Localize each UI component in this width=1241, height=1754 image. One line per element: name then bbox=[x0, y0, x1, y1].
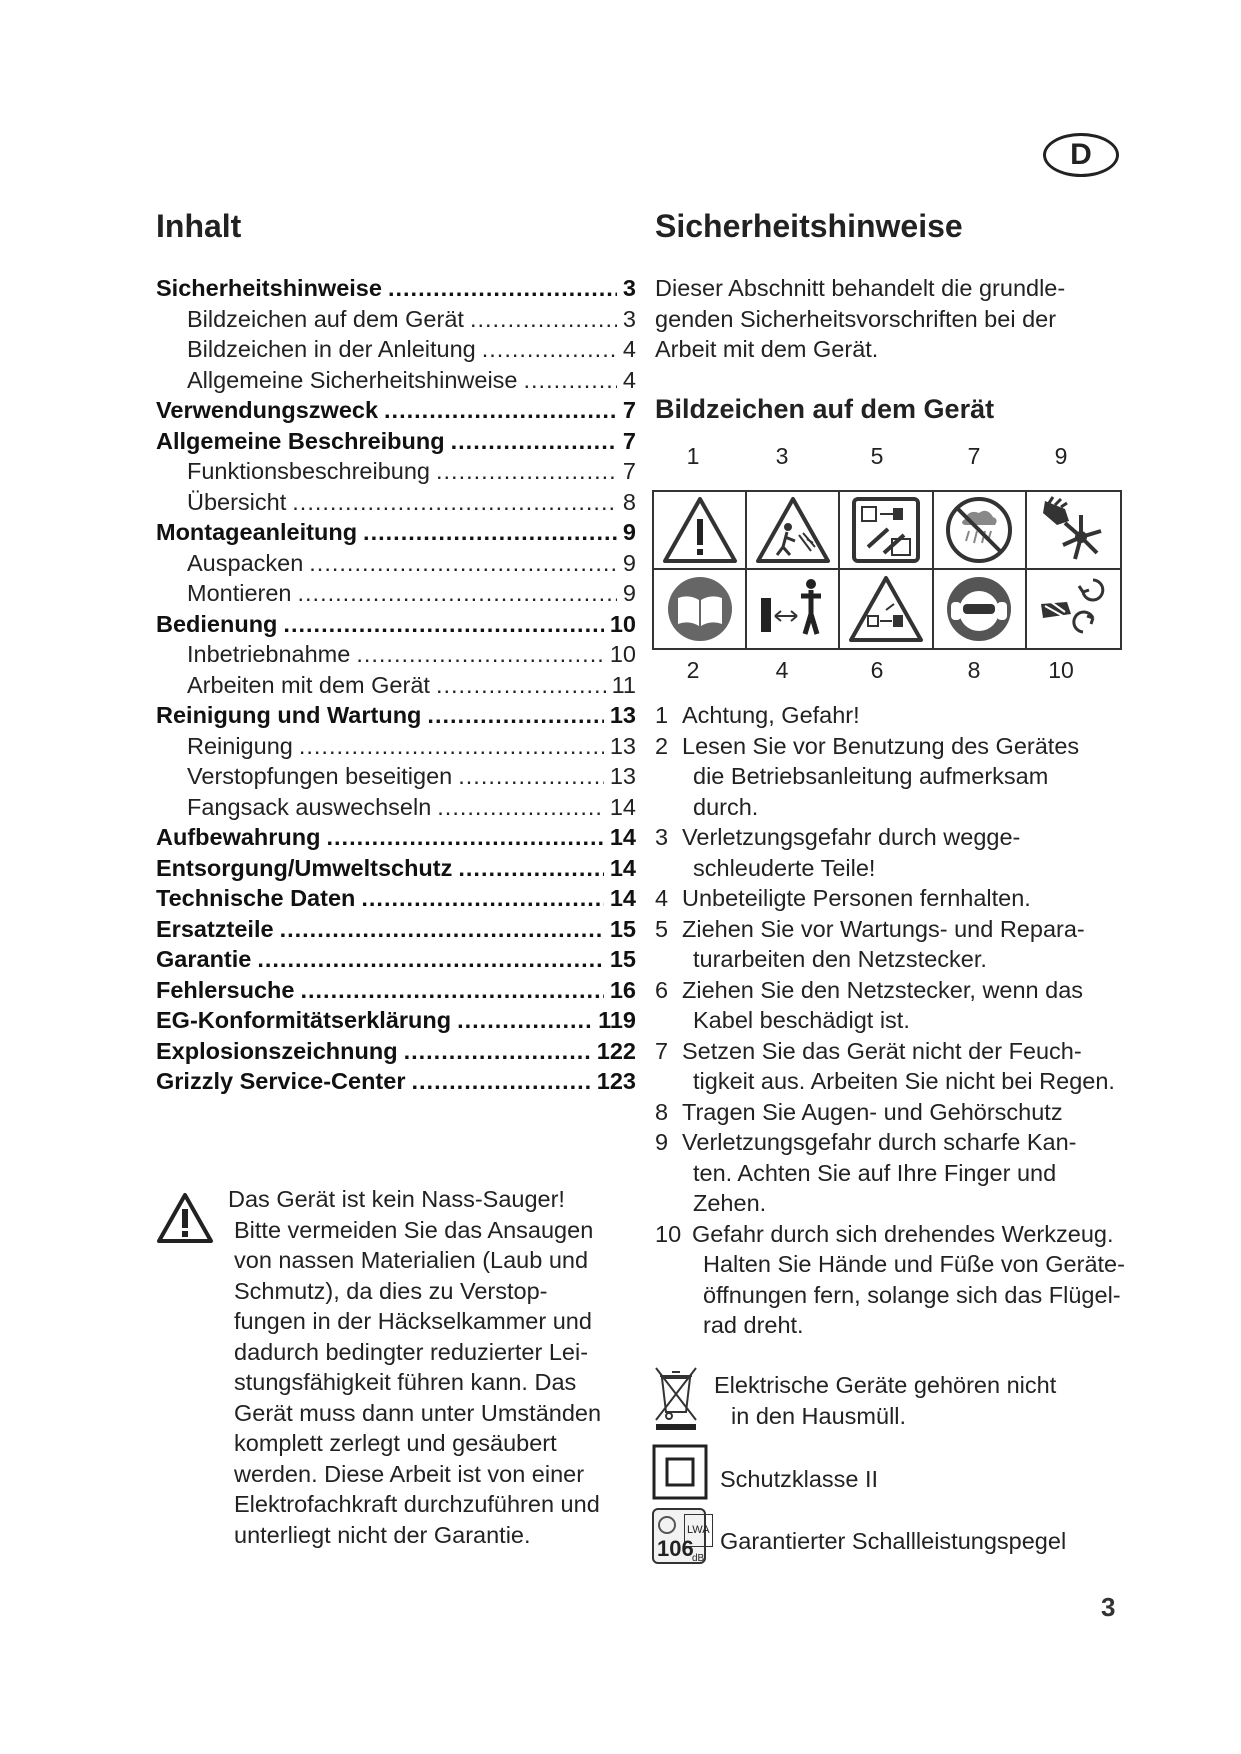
warning-triangle-icon bbox=[662, 495, 738, 565]
legend-text-line: Kabel beschädigt ist. bbox=[693, 1007, 910, 1033]
toc-entry-label: EG-Konformitätserklärung bbox=[156, 1007, 452, 1033]
legend-text-line: Setzen Sie das Gerät nicht der Feuch- bbox=[682, 1037, 1082, 1064]
toc-leader-dots bbox=[458, 761, 604, 792]
toc-entry bbox=[156, 426, 636, 457]
pictogram-number: 7 bbox=[967, 443, 981, 469]
toc-entry-label: Technische Daten bbox=[156, 885, 356, 911]
toc-entry-label: Fehlersuche bbox=[156, 976, 295, 1003]
wet-material-warning bbox=[156, 1184, 636, 1550]
toc-entry-page: 14 bbox=[609, 885, 636, 911]
legend-number: 9 bbox=[655, 1129, 669, 1155]
toc-leader-dots bbox=[470, 304, 617, 335]
pictogram-10 bbox=[1027, 570, 1120, 648]
legend-text-line: Unbeteiligte Personen fernhalten. bbox=[682, 885, 1031, 911]
table-of-contents bbox=[156, 273, 636, 1097]
toc-entry-label: Reinigung und Wartung bbox=[156, 702, 422, 728]
toc-entry-label: Montieren bbox=[187, 580, 292, 606]
toc-leader-dots bbox=[458, 853, 603, 884]
pictogram-1 bbox=[654, 492, 747, 570]
toc-leader-dots bbox=[300, 975, 603, 1006]
toc-entry-page: 13 bbox=[609, 702, 636, 728]
toc-entry bbox=[156, 1036, 636, 1067]
legend-text-line: Verletzungsgefahr durch scharfe Kan- bbox=[682, 1129, 1077, 1155]
toc-leader-dots bbox=[457, 1005, 592, 1036]
toc-entry-label: Reinigung bbox=[187, 732, 293, 759]
intro-line: Dieser Abschnitt behandelt die grundle- bbox=[655, 275, 1066, 301]
note-line: komplett zerlegt und gesäubert bbox=[234, 1430, 557, 1456]
toc-entry-page: 7 bbox=[622, 397, 636, 423]
toc-entry-page: 9 bbox=[622, 519, 636, 545]
toc-leader-dots bbox=[299, 731, 604, 762]
toc-leader-dots bbox=[451, 426, 617, 457]
toc-entry-page: 16 bbox=[609, 976, 636, 1003]
toc-entry bbox=[156, 273, 636, 304]
note-line: Schmutz), da dies zu Verstop- bbox=[234, 1277, 548, 1304]
legend-text-line: Ziehen Sie vor Wartungs- und Repara- bbox=[682, 915, 1085, 942]
toc-entry bbox=[156, 487, 636, 518]
pictogram-number: 10 bbox=[1048, 657, 1074, 683]
toc-entry-page: 7 bbox=[622, 458, 636, 484]
toc-leader-dots bbox=[482, 334, 617, 365]
toc-entry-page: 7 bbox=[622, 427, 636, 454]
legend-item bbox=[655, 822, 1145, 883]
toc-entry-label: Bedienung bbox=[156, 610, 278, 637]
legend-item bbox=[655, 1097, 1145, 1128]
legend-number: 4 bbox=[655, 885, 669, 911]
toc-entry-page: 9 bbox=[622, 549, 636, 576]
intro-line: genden Sicherheitsvorschriften bei der bbox=[655, 305, 1057, 332]
toc-entry bbox=[156, 548, 636, 579]
toc-entry-label: Grizzly Service-Center bbox=[156, 1068, 406, 1094]
keep-distance-icon bbox=[755, 574, 831, 644]
toc-entry bbox=[156, 639, 636, 670]
toc-entry-page: 8 bbox=[622, 488, 636, 515]
toc-leader-dots bbox=[411, 1066, 590, 1097]
legend-text-line: schleuderte Teile! bbox=[693, 854, 876, 881]
protection-class-ii-icon bbox=[652, 1444, 708, 1500]
read-manual-icon bbox=[662, 574, 738, 644]
pictogram-number: 1 bbox=[686, 443, 700, 469]
toc-entry bbox=[156, 395, 636, 426]
note-line: Das Gerät ist kein Nass-Sauger! bbox=[228, 1186, 565, 1212]
legend-text-line: Verletzungsgefahr durch wegge- bbox=[682, 824, 1021, 850]
legend-text-line: Lesen Sie vor Benutzung des Gerätes bbox=[682, 732, 1080, 759]
legend-text-line: Halten Sie Hände und Füße von Geräte- bbox=[703, 1251, 1125, 1277]
toc-entry bbox=[156, 822, 636, 853]
legend-item bbox=[655, 914, 1145, 975]
toc-entry-label: Auspacken bbox=[187, 549, 304, 576]
toc-entry-label: Verstopfungen beseitigen bbox=[187, 763, 453, 789]
toc-entry bbox=[156, 670, 636, 701]
toc-leader-dots bbox=[523, 365, 616, 396]
pictogram-number: 8 bbox=[967, 657, 981, 683]
toc-entry-page: 122 bbox=[596, 1037, 636, 1064]
legend-text-line: ten. Achten Sie auf Ihre Finger und bbox=[693, 1159, 1057, 1186]
toc-entry bbox=[156, 731, 636, 762]
toc-leader-dots bbox=[283, 609, 603, 640]
pictogram-5 bbox=[840, 492, 933, 570]
flying-debris-icon bbox=[755, 495, 831, 565]
note-line: dadurch bedingter reduzierter Lei- bbox=[234, 1338, 589, 1365]
legend-number: 2 bbox=[655, 732, 669, 759]
toc-leader-dots bbox=[404, 1036, 591, 1067]
legend-item bbox=[655, 1036, 1145, 1097]
toc-leader-dots bbox=[280, 914, 604, 945]
toc-entry-label: Bildzeichen in der Anleitung bbox=[187, 336, 476, 362]
toc-entry-page: 13 bbox=[609, 763, 636, 789]
toc-entry-label: Garantie bbox=[156, 946, 252, 972]
toc-entry bbox=[156, 365, 636, 396]
rotating-blade-hand-icon bbox=[1035, 495, 1111, 565]
legend-number: 6 bbox=[655, 976, 669, 1003]
toc-entry-label: Funktionsbeschreibung bbox=[187, 458, 430, 484]
toc-entry-page: 11 bbox=[611, 671, 636, 698]
legend-text-line: durch. bbox=[693, 793, 759, 820]
note-line: fungen in der Häckselkammer und bbox=[234, 1308, 592, 1334]
toc-entry-page: 14 bbox=[609, 824, 636, 850]
toc-entry-label: Allgemeine Beschreibung bbox=[156, 427, 445, 454]
legend-text-line: rad dreht. bbox=[703, 1312, 804, 1338]
toc-entry-page: 4 bbox=[622, 366, 636, 393]
toc-entry bbox=[156, 1066, 636, 1097]
toc-entry-page: 4 bbox=[622, 336, 636, 362]
legend-number: 10 bbox=[655, 1220, 682, 1247]
toc-entry bbox=[156, 761, 636, 792]
sound-power-badge-icon: LWA 106 dB bbox=[652, 1508, 706, 1564]
toc-entry-label: Montageanleitung bbox=[156, 519, 358, 545]
toc-entry bbox=[156, 304, 636, 335]
no-rain-icon bbox=[941, 495, 1017, 565]
toc-leader-dots bbox=[427, 700, 603, 731]
legend-number: 1 bbox=[655, 702, 669, 728]
warning-triangle-icon bbox=[156, 1192, 214, 1244]
legend-text-line: Zehen. bbox=[693, 1190, 767, 1216]
legend-text-line: Ziehen Sie den Netzstecker, wenn das bbox=[682, 976, 1084, 1003]
toc-entry-page: 123 bbox=[596, 1068, 636, 1094]
toc-entry bbox=[156, 853, 636, 884]
pictogram-number: 5 bbox=[870, 443, 884, 469]
toc-entry-page: 119 bbox=[598, 1007, 636, 1033]
legend-number: 8 bbox=[655, 1098, 669, 1125]
legend-number: 7 bbox=[655, 1037, 669, 1064]
pictogram-2 bbox=[654, 570, 747, 648]
pictogram-legend bbox=[655, 700, 1145, 1341]
rotating-tool-icon bbox=[1035, 574, 1111, 644]
toc-entry-label: Bildzeichen auf dem Gerät bbox=[187, 305, 464, 332]
pictogram-3 bbox=[747, 492, 840, 570]
toc-entry bbox=[156, 334, 636, 365]
pictogram-number: 6 bbox=[870, 657, 884, 683]
toc-leader-dots bbox=[388, 273, 617, 304]
pictogram-8 bbox=[934, 570, 1027, 648]
toc-leader-dots bbox=[309, 548, 617, 579]
toc-entry bbox=[156, 883, 636, 914]
toc-entry-label: Inbetriebnahme bbox=[187, 641, 351, 667]
legend-item bbox=[655, 883, 1145, 914]
toc-leader-dots bbox=[436, 456, 617, 487]
toc-entry bbox=[156, 944, 636, 975]
pictogram-number: 4 bbox=[775, 657, 789, 683]
eye-ear-protection-icon bbox=[941, 574, 1017, 644]
note-line: Elektrofachkraft durchzuführen und bbox=[234, 1491, 600, 1517]
disposal-text-line: in den Hausmüll. bbox=[731, 1402, 907, 1429]
legend-item bbox=[655, 700, 1145, 731]
toc-entry-page: 3 bbox=[622, 305, 636, 332]
language-badge: D bbox=[1043, 133, 1119, 177]
pictogram-4 bbox=[747, 570, 840, 648]
toc-entry bbox=[156, 578, 636, 609]
note-line: werden. Diese Arbeit ist von einer bbox=[234, 1460, 585, 1487]
legend-item bbox=[655, 731, 1145, 823]
unplug-before-maintenance-icon bbox=[848, 495, 924, 565]
toc-leader-dots bbox=[384, 395, 617, 426]
legend-text-line: Tragen Sie Augen- und Gehörschutz bbox=[682, 1098, 1063, 1125]
noise-level-label: Garantierter Schallleistungspegel bbox=[720, 1528, 1067, 1554]
note-line: Gerät muss dann unter Umständen bbox=[234, 1399, 602, 1426]
toc-leader-dots bbox=[298, 578, 617, 609]
toc-entry-label: Ersatzteile bbox=[156, 915, 274, 942]
legend-text-line: Achtung, Gefahr! bbox=[682, 702, 860, 728]
safety-intro bbox=[655, 273, 1125, 365]
pictogram-number: 2 bbox=[686, 657, 700, 683]
toc-entry-label: Verwendungszweck bbox=[156, 397, 379, 423]
toc-entry-label: Explosionszeichnung bbox=[156, 1037, 398, 1064]
legend-number: 5 bbox=[655, 915, 669, 942]
page-number: 3 bbox=[1101, 1592, 1116, 1622]
toc-entry-page: 10 bbox=[609, 610, 636, 637]
symbols-heading: Bildzeichen auf dem Gerät bbox=[655, 394, 995, 424]
toc-entry bbox=[156, 609, 636, 640]
toc-entry-label: Aufbewahrung bbox=[156, 824, 321, 850]
pictogram-number: 3 bbox=[775, 443, 789, 469]
note-line: Bitte vermeiden Sie das Ansaugen bbox=[234, 1216, 594, 1243]
unplug-damaged-cable-icon bbox=[848, 574, 924, 644]
safety-title: Sicherheitshinweise bbox=[655, 208, 963, 244]
toc-entry bbox=[156, 914, 636, 945]
toc-entry-label: Fangsack auswechseln bbox=[187, 793, 432, 820]
note-line: unterliegt nicht der Garantie. bbox=[234, 1521, 531, 1548]
pictogram-grid bbox=[652, 490, 1122, 650]
toc-leader-dots bbox=[436, 670, 606, 701]
intro-line: Arbeit mit dem Gerät. bbox=[655, 336, 879, 362]
toc-entry bbox=[156, 700, 636, 731]
note-line: stungsfähigkeit führen kann. Das bbox=[234, 1369, 577, 1395]
protection-class-label: Schutzklasse II bbox=[720, 1466, 879, 1492]
toc-entry-page: 15 bbox=[609, 946, 636, 972]
pictogram-number: 9 bbox=[1054, 443, 1068, 469]
toc-leader-dots bbox=[292, 487, 617, 518]
toc-leader-dots bbox=[437, 792, 604, 823]
toc-entry bbox=[156, 517, 636, 548]
legend-text-line: öffnungen fern, solange sich das Flügel- bbox=[703, 1281, 1121, 1308]
toc-entry bbox=[156, 456, 636, 487]
toc-entry-label: Übersicht bbox=[187, 488, 287, 515]
pictogram-7 bbox=[934, 492, 1027, 570]
toc-entry-page: 15 bbox=[609, 915, 636, 942]
toc-entry-page: 10 bbox=[609, 641, 636, 667]
pictogram-9 bbox=[1027, 492, 1120, 570]
toc-entry bbox=[156, 792, 636, 823]
toc-entry-label: Sicherheitshinweise bbox=[156, 275, 382, 301]
pictogram-6 bbox=[840, 570, 933, 648]
disposal-text-line: Elektrische Geräte gehören nicht bbox=[714, 1372, 1057, 1398]
legend-text-line: Gefahr durch sich drehendes Werkzeug. bbox=[692, 1220, 1114, 1247]
note-line: von nassen Materialien (Laub und bbox=[234, 1247, 589, 1273]
toc-entry-page: 3 bbox=[622, 275, 636, 301]
toc-entry-page: 13 bbox=[609, 732, 636, 759]
legend-item bbox=[655, 975, 1145, 1036]
toc-leader-dots bbox=[361, 883, 603, 914]
toc-entry-label: Allgemeine Sicherheitshinweise bbox=[187, 366, 518, 393]
toc-entry-label: Arbeiten mit dem Gerät bbox=[187, 671, 430, 698]
toc-leader-dots bbox=[257, 944, 604, 975]
legend-item bbox=[655, 1219, 1145, 1341]
toc-entry bbox=[156, 1005, 636, 1036]
toc-leader-dots bbox=[356, 639, 604, 670]
toc-title: Inhalt bbox=[156, 208, 242, 244]
legend-text-line: tigkeit aus. Arbeiten Sie nicht bei Regen. bbox=[693, 1068, 1115, 1094]
crossed-bin-icon bbox=[652, 1364, 700, 1432]
toc-leader-dots bbox=[363, 517, 617, 548]
toc-leader-dots bbox=[327, 822, 604, 853]
legend-item bbox=[655, 1127, 1145, 1219]
legend-text-line: die Betriebsanleitung aufmerksam bbox=[693, 763, 1049, 789]
legend-number: 3 bbox=[655, 824, 669, 850]
legend-text-line: turarbeiten den Netzstecker. bbox=[693, 946, 987, 972]
toc-entry-page: 14 bbox=[609, 854, 636, 881]
toc-entry-label: Entsorgung/Umweltschutz bbox=[156, 854, 453, 881]
toc-entry-page: 9 bbox=[622, 580, 636, 606]
toc-entry-page: 14 bbox=[609, 793, 636, 820]
toc-entry bbox=[156, 975, 636, 1006]
